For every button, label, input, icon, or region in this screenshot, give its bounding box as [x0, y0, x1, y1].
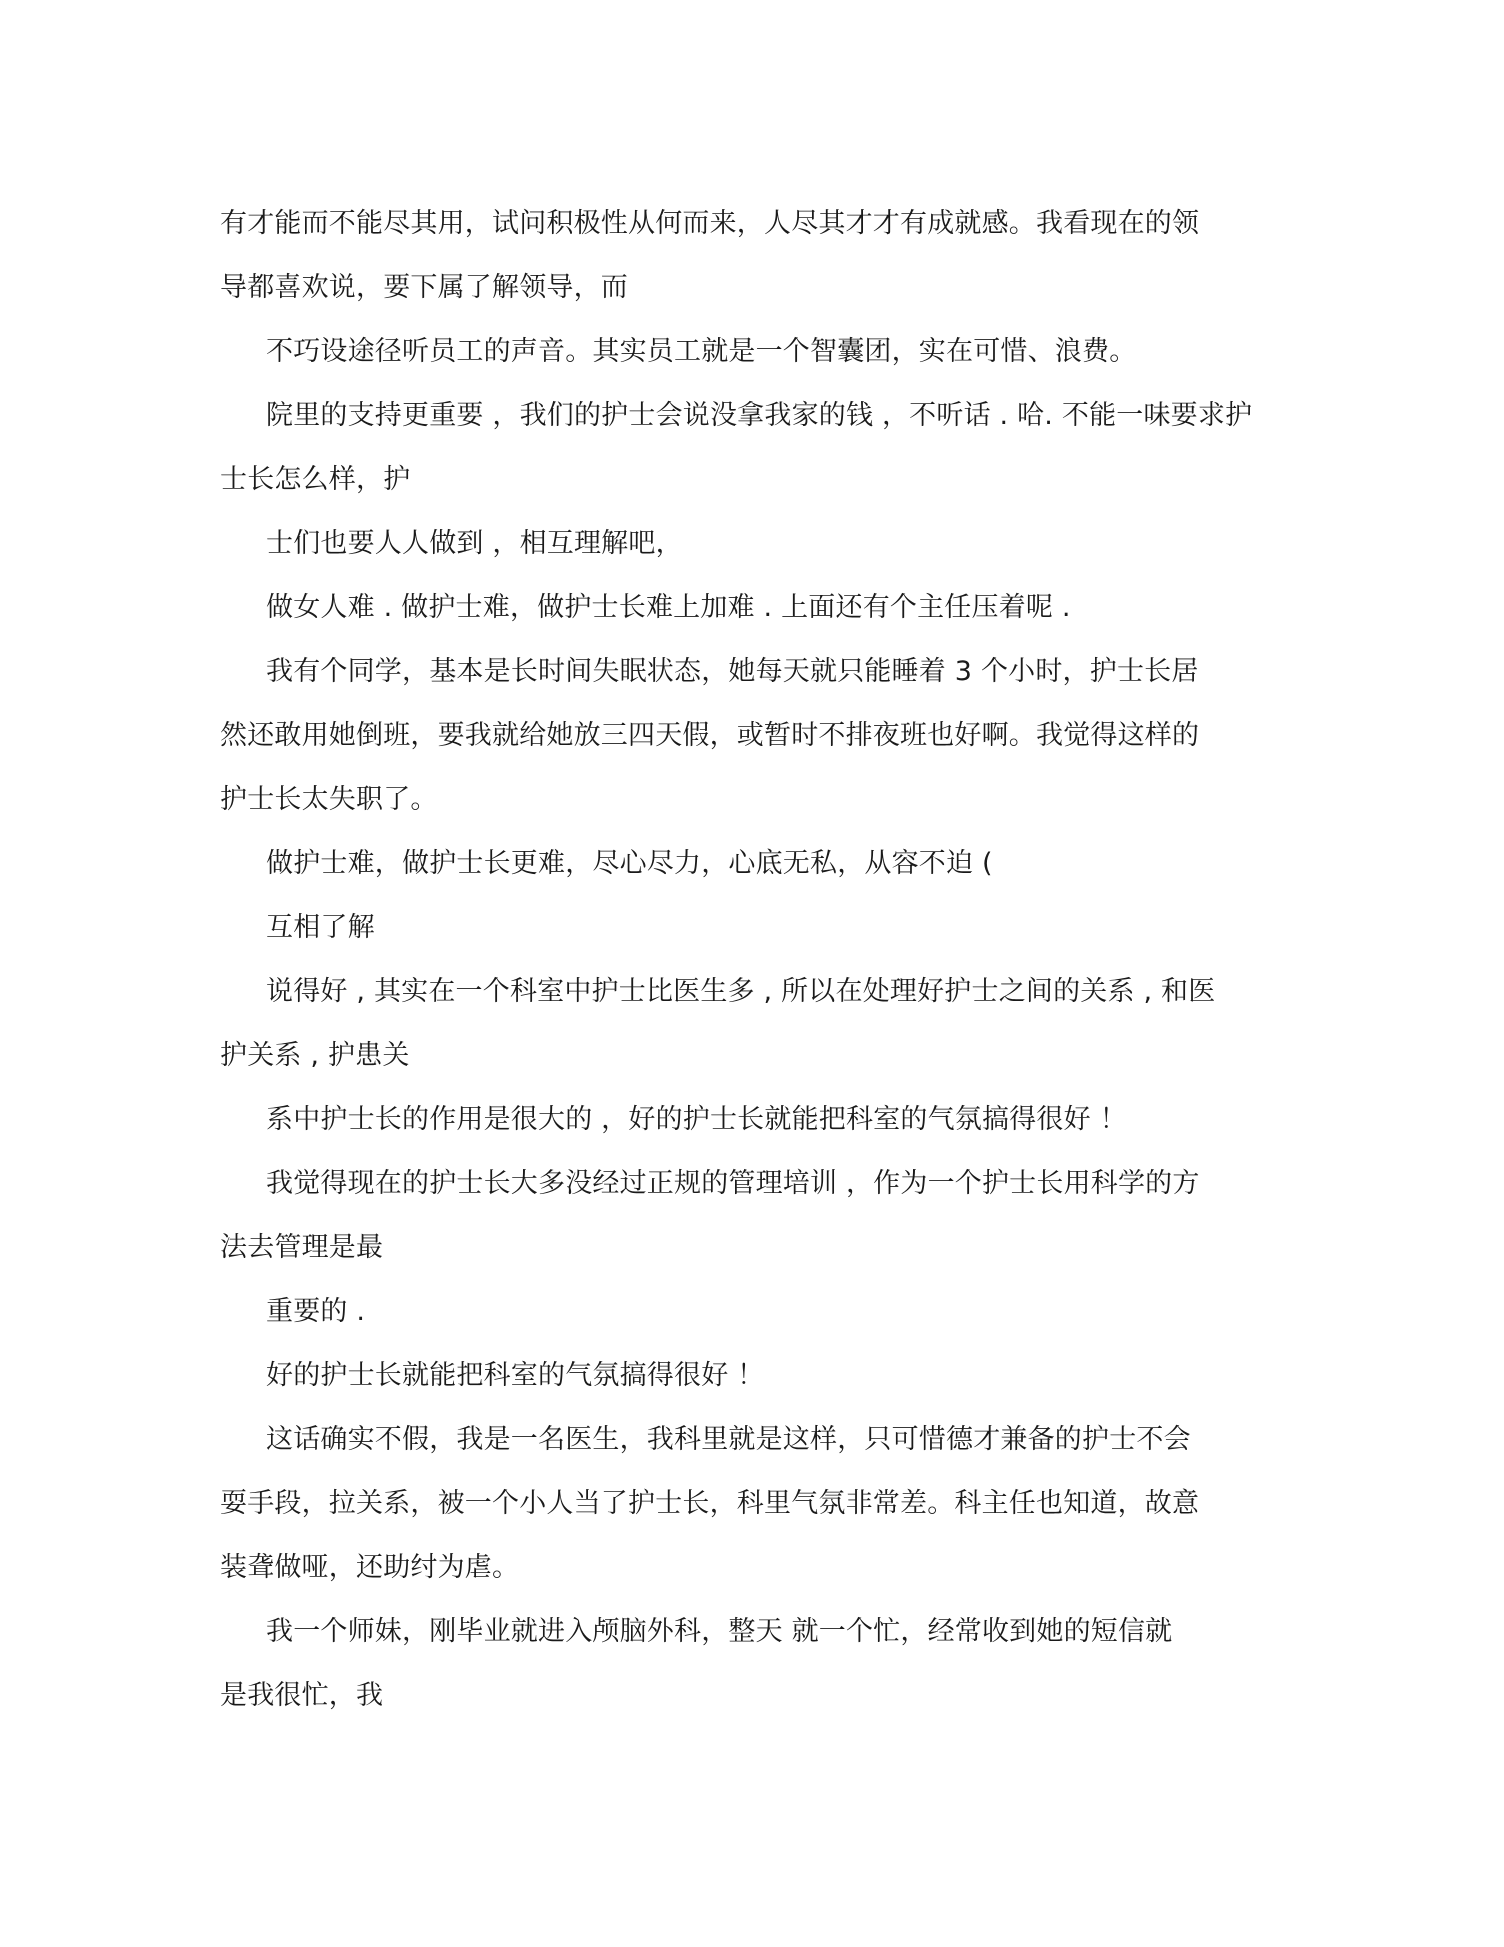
paragraph-line: 法去管理是最 [220, 1232, 384, 1263]
paragraph-line: 士们也要人人做到 ，相互理解吧， [266, 528, 683, 559]
paragraph-line: 导都喜欢说，要下属了解领导，而 [220, 272, 628, 303]
paragraph-line: 然还敢用她倒班，要我就给她放三四天假，或暂时不排夜班也好啊。我觉得这样的 [220, 720, 1200, 751]
paragraph-line: 我有个同学，基本是长时间失眠状态，她每天就只能睡着 3 个小时，护士长居 [266, 656, 1199, 687]
paragraph-line: 我觉得现在的护士长大多没经过正规的管理培训 ，作为一个护士长用科学的方 [266, 1168, 1200, 1199]
paragraph-line: 院里的支持更重要 ，我们的护士会说没拿我家的钱 ，不听话 . 哈. 不能一味要求护 [266, 400, 1253, 431]
paragraph-line: 士长怎么样，护 [220, 464, 411, 495]
paragraph-line: 做护士难，做护士长更难，尽心尽力，心底无私，从容不迫 ( [266, 848, 993, 879]
paragraph-line: 护关系 , 护患关 [220, 1040, 410, 1071]
paragraph-line: 是我很忙，我 [220, 1680, 384, 1711]
paragraph-line: 说得好 , 其实在一个科室中护士比医生多 , 所以在处理好护士之间的关系 , 和医 [266, 976, 1216, 1007]
paragraph-line: 有才能而不能尽其用，试问积极性从何而来，人尽其才才有成就感。我看现在的领 [220, 208, 1200, 239]
paragraph-line: 耍手段，拉关系，被一个小人当了护士长，科里气氛非常差。科主任也知道，故意 [220, 1488, 1200, 1519]
paragraph-line: 这话确实不假，我是一名医生，我科里就是这样，只可惜德才兼备的护士不会 [266, 1424, 1191, 1455]
paragraph-line: 护士长太失职了。 [220, 784, 438, 815]
paragraph-line: 装聋做哑，还助纣为虐。 [220, 1552, 520, 1583]
paragraph-line: 系中护士长的作用是很大的 ，好的护士长就能把科室的气氛搞得很好 ！ [266, 1104, 1127, 1135]
paragraph-line: 做女人难 . 做护士难，做护士长难上加难 . 上面还有个主任压着呢 . [266, 592, 1071, 623]
paragraph-line: 重要的 . [266, 1296, 366, 1327]
paragraph-line: 好的护士长就能把科室的气氛搞得很好 ！ [266, 1360, 765, 1391]
paragraph-line: 不巧设途径听员工的声音。其实员工就是一个智囊团，实在可惜、浪费。 [266, 336, 1137, 367]
paragraph-line: 我一个师妹，刚毕业就进入颅脑外科，整天 就一个忙，经常收到她的短信就 [266, 1616, 1173, 1647]
paragraph-line: 互相了解 [266, 912, 375, 943]
